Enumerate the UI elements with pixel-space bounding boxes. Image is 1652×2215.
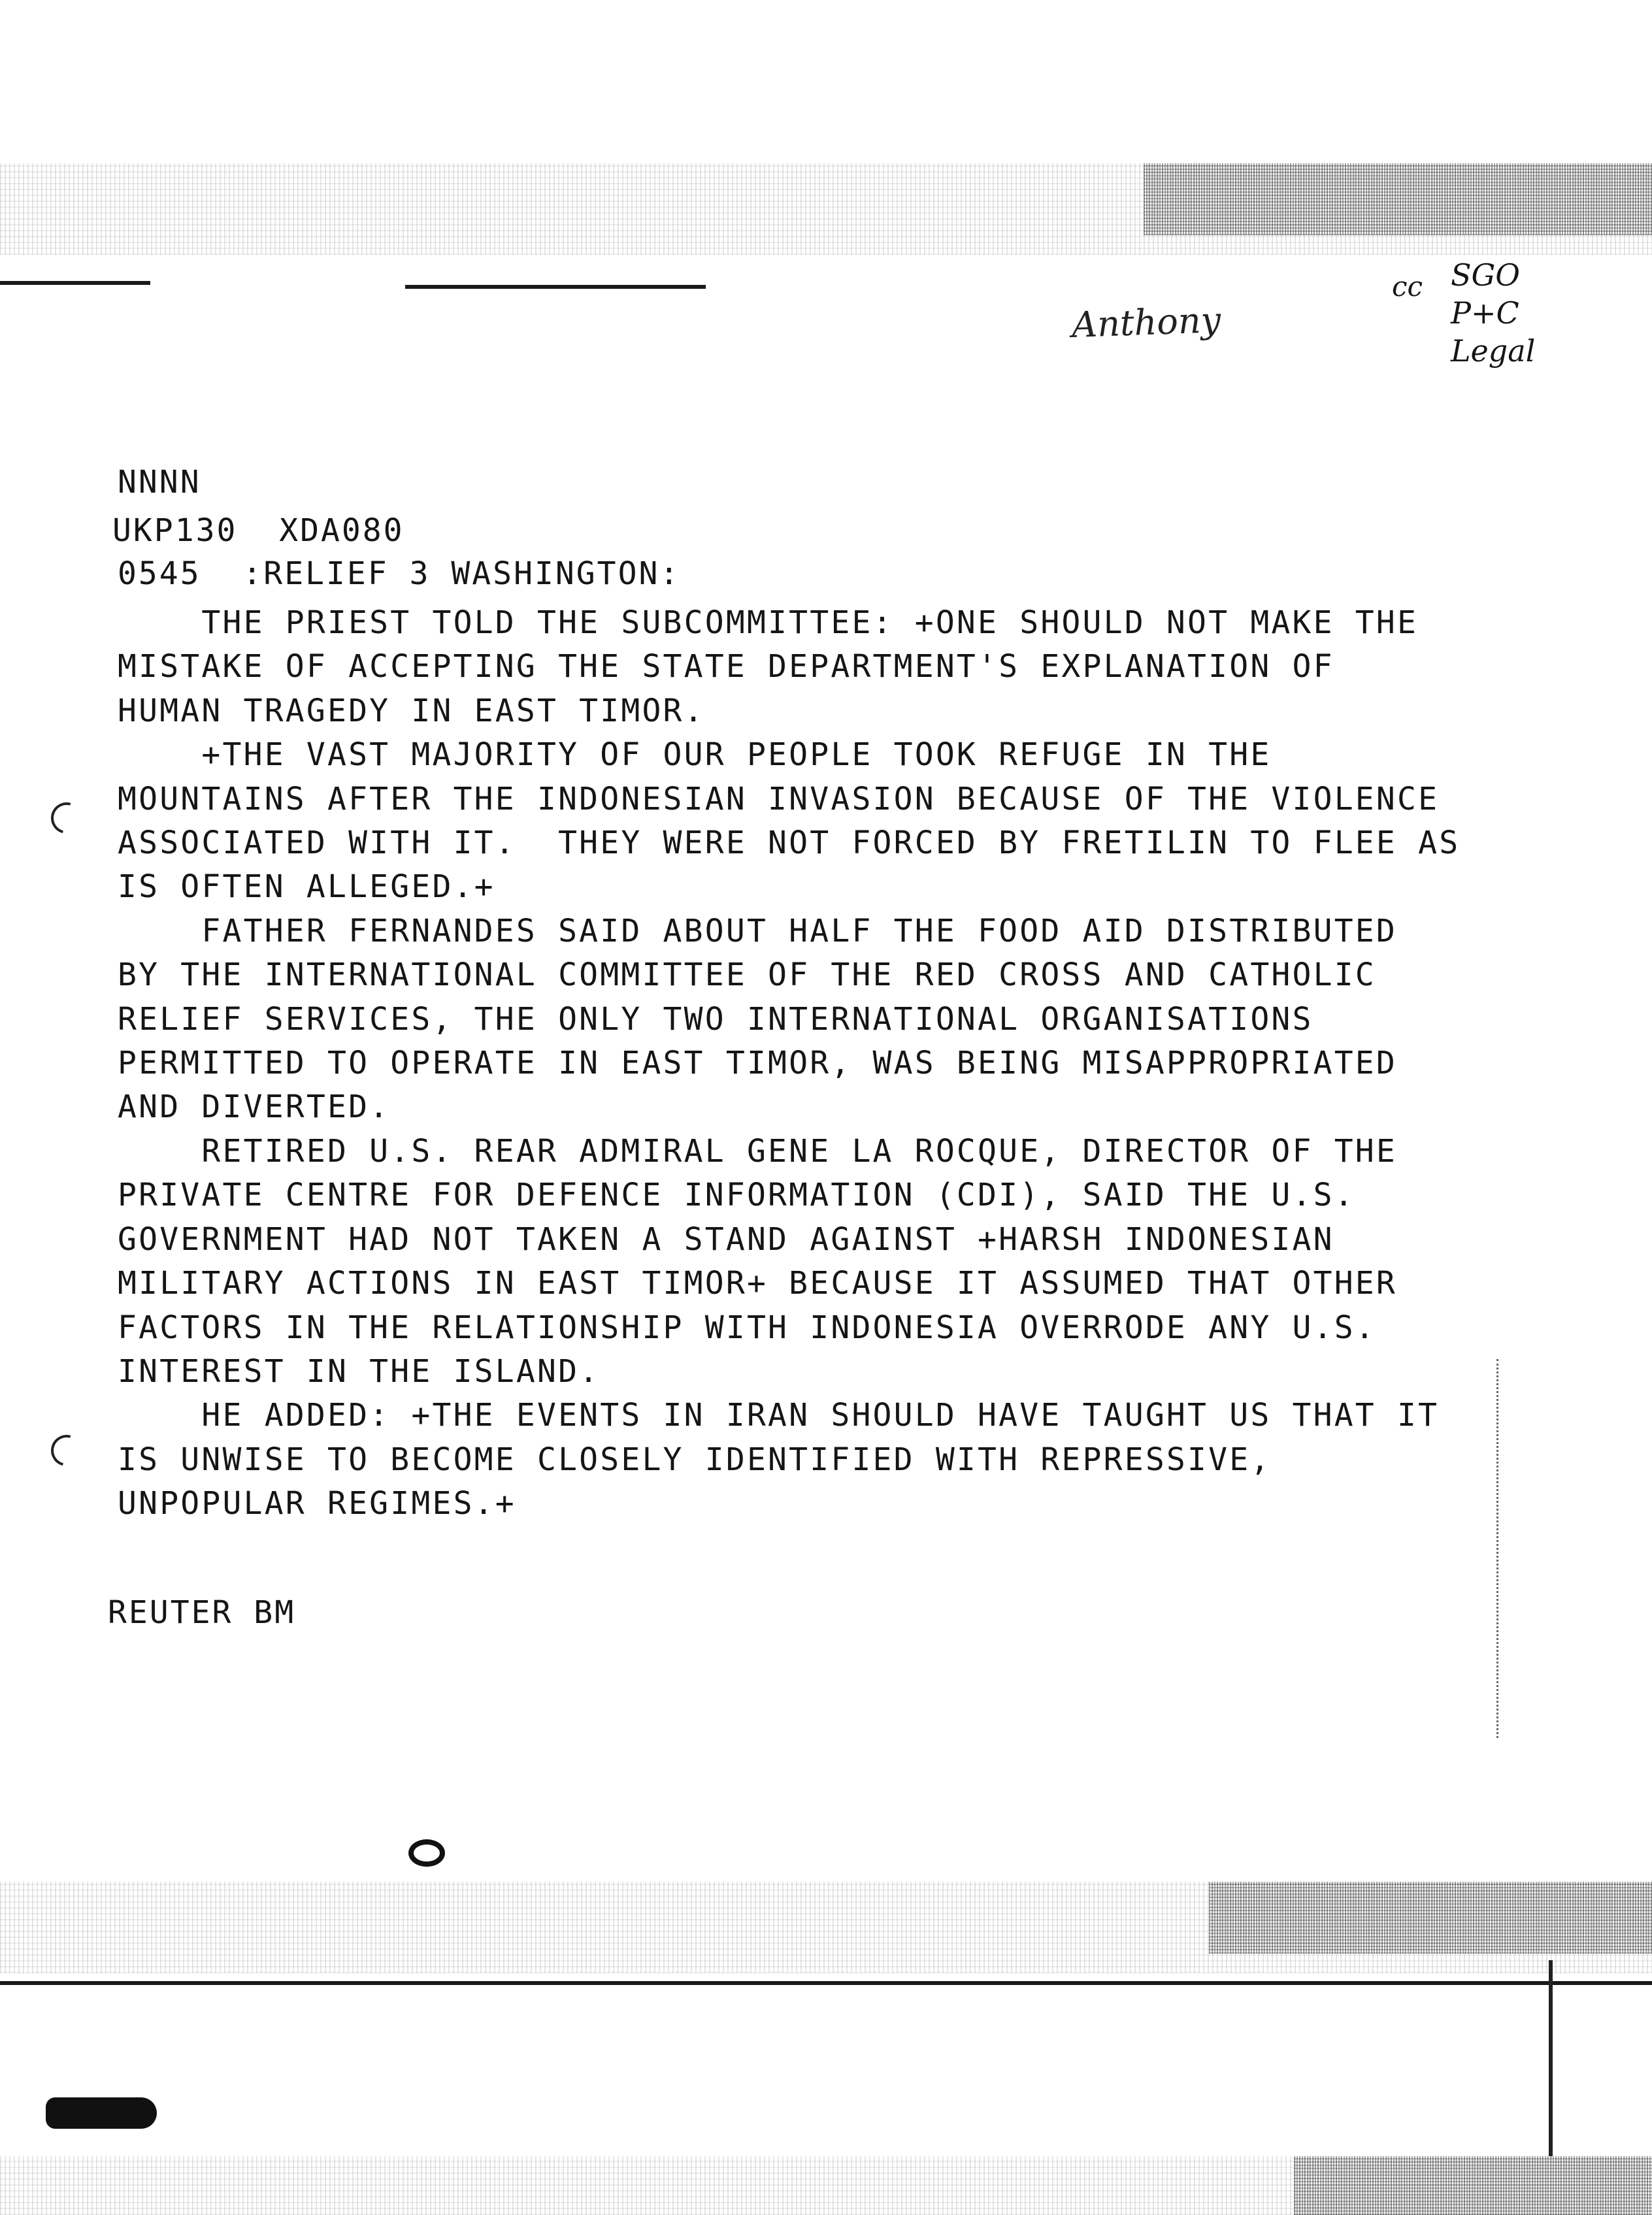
body-line: AND DIVERTED. xyxy=(118,1089,391,1126)
punch-hole-mark xyxy=(45,1429,88,1472)
telex-body xyxy=(118,601,1461,1526)
ink-smudge xyxy=(46,2097,157,2129)
body-line: PRIVATE CENTRE FOR DEFENCE INFORMATION (CDI), SAID THE U.S. xyxy=(118,1177,1355,1214)
body-line: FACTORS IN THE RELATIONSHIP WITH INDONESIA OVERRODE ANY U.S. xyxy=(118,1309,1376,1346)
body-line: PERMITTED TO OPERATE IN EAST TIMOR, WAS BEING MISAPPROPRIATED xyxy=(118,1045,1398,1082)
tear-line-bottom xyxy=(0,1981,1652,1985)
edge-artifact xyxy=(1496,1359,1502,1738)
body-line: THE PRIEST TOLD THE SUBCOMMITTEE: +ONE SHOULD NOT MAKE THE xyxy=(118,604,1419,641)
body-line: RELIEF SERVICES, THE ONLY TWO INTERNATIONAL ORGANISATIONS xyxy=(118,1000,1313,1038)
copy-noise-bottom-dense xyxy=(1209,1882,1652,1954)
body-line: IS OFTEN ALLEGED.+ xyxy=(118,868,495,906)
body-line: HE ADDED: +THE EVENTS IN IRAN SHOULD HAVE TAUGHT US THAT IT xyxy=(118,1397,1440,1434)
edge-artifact xyxy=(1549,1960,1553,2156)
body-line: MISTAKE OF ACCEPTING THE STATE DEPARTMENT'S EXPLANATION OF xyxy=(118,648,1334,685)
telex-start-marker: NNNN xyxy=(118,464,201,500)
copy-noise-footer-dense xyxy=(1294,2156,1652,2215)
body-line: UNPOPULAR REGIMES.+ xyxy=(118,1485,516,1522)
tear-line-top-mid xyxy=(405,285,706,289)
handwritten-name: Anthony xyxy=(1070,299,1222,346)
cc-list xyxy=(1451,256,1535,370)
cc-item: Legal xyxy=(1451,333,1536,369)
cc-item: P+C xyxy=(1451,295,1519,331)
body-line: BY THE INTERNATIONAL COMMITTEE OF THE RED CROSS AND CATHOLIC xyxy=(118,957,1376,994)
body-line: FATHER FERNANDES SAID ABOUT HALF THE FOOD AID DISTRIBUTED xyxy=(118,912,1398,949)
body-line: INTEREST IN THE ISLAND. xyxy=(118,1353,601,1390)
copy-noise-top-dense xyxy=(1144,163,1652,235)
telex-slug-line: 0545 :RELIEF 3 WASHINGTON: xyxy=(118,555,681,592)
body-line: HUMAN TRAGEDY IN EAST TIMOR. xyxy=(118,692,705,729)
body-line: MILITARY ACTIONS IN EAST TIMOR+ BECAUSE IT ASSUMED THAT OTHER xyxy=(118,1265,1398,1302)
body-line: +THE VAST MAJORITY OF OUR PEOPLE TOOK REFUGE IN THE xyxy=(118,736,1272,774)
telex-message-id: UKP130 XDA080 xyxy=(112,512,405,549)
telex-signoff: REUTER BM xyxy=(108,1594,296,1631)
body-line: GOVERNMENT HAD NOT TAKEN A STAND AGAINST +HARSH INDONESIAN xyxy=(118,1221,1334,1258)
punch-hole-mark xyxy=(45,796,88,840)
tear-line-top-left xyxy=(0,281,150,285)
body-line: RETIRED U.S. REAR ADMIRAL GENE LA ROCQUE, DIRECTOR OF THE xyxy=(118,1132,1398,1170)
cc-label: cc xyxy=(1392,271,1423,303)
body-line: ASSOCIATED WITH IT. THEY WERE NOT FORCED BY FRETILIN TO FLEE AS xyxy=(118,825,1461,862)
ink-blot xyxy=(408,1839,445,1867)
body-line: MOUNTAINS AFTER THE INDONESIAN INVASION BECAUSE OF THE VIOLENCE xyxy=(118,780,1440,817)
body-line: IS UNWISE TO BECOME CLOSELY IDENTIFIED WITH REPRESSIVE, xyxy=(118,1441,1272,1478)
cc-item: SGO xyxy=(1451,257,1520,293)
